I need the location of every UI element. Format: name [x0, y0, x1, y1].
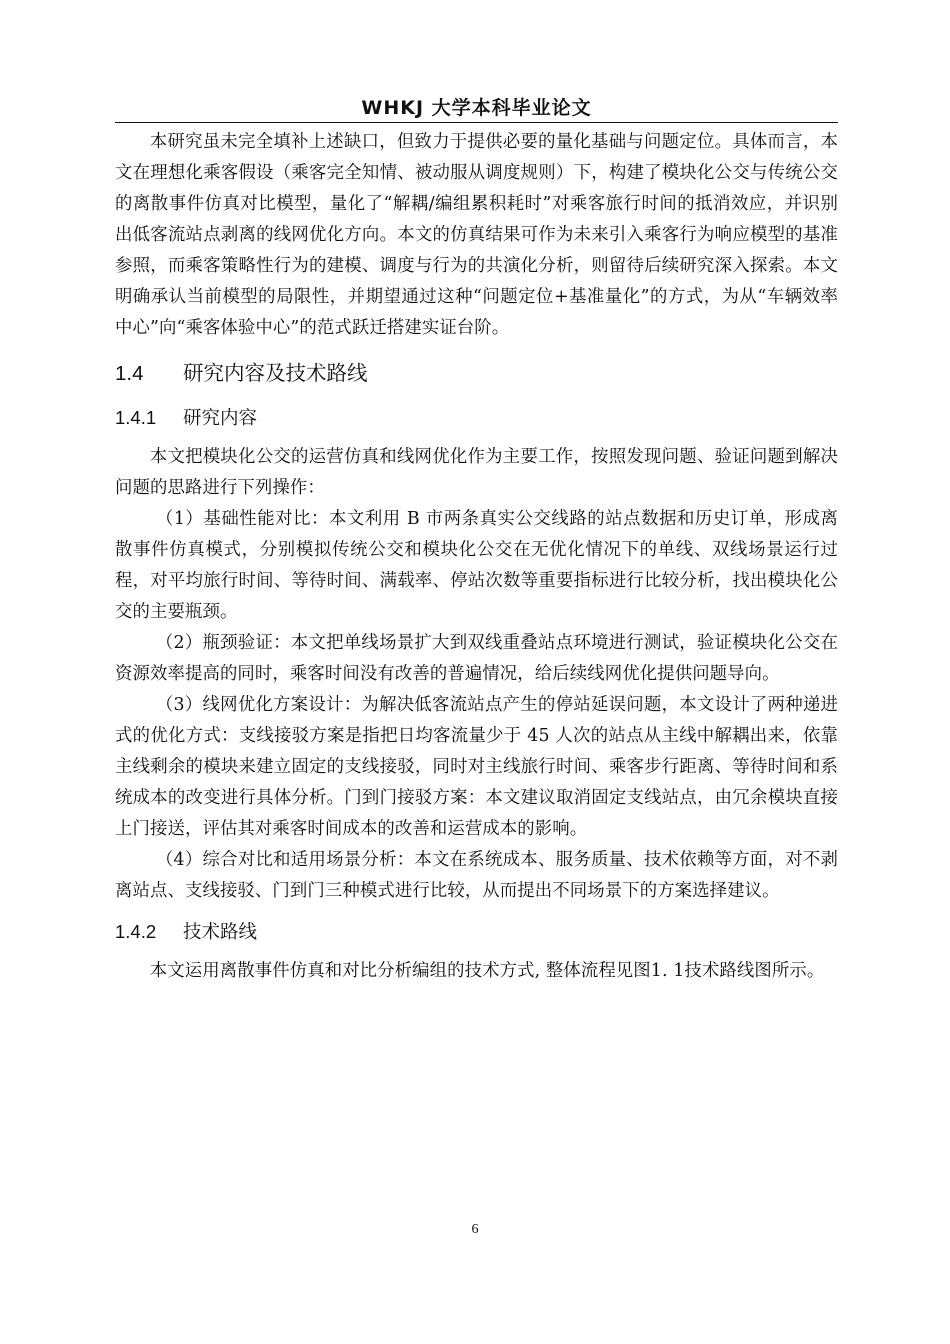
list-paragraph-3: （3）线网优化方案设计：为解决低客流站点产生的停站延误问题，本文设计了两种递进式的优化方式：支线接驳方案是指把日均客流量少于 45 人次的站点从主线中解耦出来，依靠主线剩余的模块来建立固定的支线接驳，同时对主线旅行时间、乘客步行距离、等待时间和系统成本的改变进行具体分析。门到门接驳方案：本文建议取消固定支线站点，由冗余模块直接上门接送，评估其对乘客时间成本的改善和运营成本的影响。: [115, 695, 838, 839]
subsection-number: 1.4.2: [115, 921, 157, 942]
body-paragraph: 本研究虽未完全填补上述缺口，但致力于提供必要的量化基础与问题定位。具体而言，本文在理想化乘客假设（乘客完全知情、被动服从调度规则）下，构建了模块化公交与传统公交的离散事件仿真对比模型，量化了“解耦/编组累积耗时”对乘客旅行时间的抵消效应，并识别出低客流站点剥离的线网优化方向。本文的仿真结果可作为未来引入乘客行为响应模型的基准参照，而乘客策略性行为的建模、调度与行为的共演化分析，则留待后续研究深入探索。本文明确承认当前模型的局限性，并期望通过这种“问题定位+基准量化”的方式，为从“车辆效率中心”向“乘客体验中心”的范式跃迁搭建实证台阶。: [115, 132, 838, 338]
page-header-title: WHKJ 大学本科毕业论文: [361, 97, 592, 119]
page-number: 6: [471, 1222, 479, 1237]
body-paragraph: 本文运用离散事件仿真和对比分析编组的技术方式, 整体流程见图1. 1技术路线图所示。: [149, 961, 825, 981]
subsection-title: 研究内容: [183, 408, 258, 429]
subsection-number: 1.4.1: [115, 407, 157, 428]
section-number: 1.4: [115, 362, 144, 385]
subsection-heading-1-4-2: [115, 917, 838, 948]
section-heading-1-4: [115, 358, 838, 389]
list-paragraph-2: （2）瓶颈验证：本文把单线场景扩大到双线重叠站点环境进行测试，验证模块化公交在资源效率提高的同时，乘客时间没有改善的普遍情况，给后续线网优化提供问题导向。: [115, 633, 838, 684]
list-paragraph-1: （1）基础性能对比：本文利用 B 市两条真实公交线路的站点数据和历史订单，形成离散事件仿真模式，分别模拟传统公交和模块化公交在无优化情况下的单线、双线场景运行过程，对平均旅行时间、等待时间、满载率、停站次数等重要指标进行比较分析，找出模块化公交的主要瓶颈。: [115, 509, 838, 622]
header-divider: [115, 122, 838, 123]
section-title: 研究内容及技术路线: [183, 361, 368, 385]
subsection-heading-1-4-1: [115, 403, 838, 434]
list-paragraph-4: （4）综合对比和适用场景分析：本文在系统成本、服务质量、技术依赖等方面，对不剥离站点、支线接驳、门到门三种模式进行比较，从而提出不同场景下的方案选择建议。: [115, 850, 838, 901]
body-paragraph: 本文把模块化公交的运营仿真和线网优化作为主要工作，按照发现问题、验证问题到解决问题的思路进行下列操作：: [115, 447, 838, 498]
page-body: [115, 127, 838, 987]
subsection-title: 技术路线: [183, 922, 258, 943]
